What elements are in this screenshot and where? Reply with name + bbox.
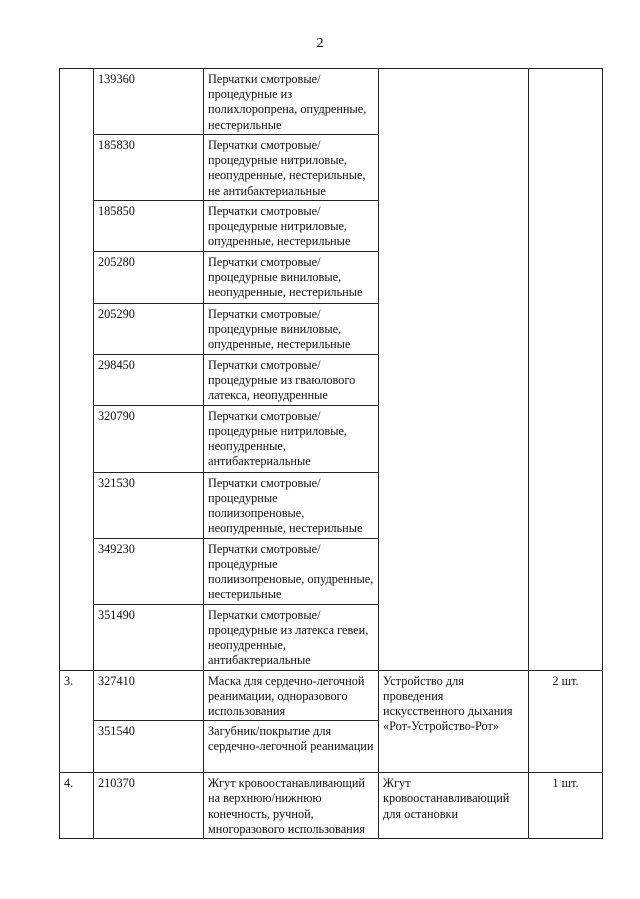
device-cell: Жгут кровоостанавливающий для остановки (379, 773, 529, 839)
code-cell: 298450 (94, 354, 204, 405)
name-cell: Перчатки смотровые/ процедурные полиизопреновые, опудренные, нестерильные (204, 538, 379, 604)
code-cell: 327410 (94, 670, 204, 721)
row-number-cell: 3. (60, 670, 94, 773)
code-cell: 210370 (94, 773, 204, 839)
table-row (60, 69, 603, 135)
name-cell: Перчатки смотровые/ процедурные виниловые, неопудренные, нестерильные (204, 251, 379, 303)
code-cell: 205290 (94, 303, 204, 354)
page-number: 2 (316, 36, 324, 51)
name-cell: Перчатки смотровые/ процедурные из гваюлового латекса, неопудренные (204, 354, 379, 405)
code-cell: 351490 (94, 604, 204, 670)
code-cell: 321530 (94, 472, 204, 538)
code-cell: 205280 (94, 251, 204, 303)
name-cell: Перчатки смотровые/ процедурные нитриловые, неопудренные, нестерильные, не антибактериальные (204, 135, 379, 201)
code-cell: 351540 (94, 721, 204, 773)
name-cell: Перчатки смотровые/ процедурные виниловые, опудренные, нестерильные (204, 303, 379, 354)
quantity-cell (529, 69, 603, 671)
name-cell: Жгут кровоостанавливающий на верхнюю/нижнюю конечность, ручной, многоразового использования (204, 773, 379, 839)
code-cell: 320790 (94, 405, 204, 472)
name-cell: Загубник/покрытие для сердечно-легочной реанимации (204, 721, 379, 773)
name-cell: Маска для сердечно-легочной реанимации, одноразового использования (204, 670, 379, 721)
device-cell (379, 69, 529, 671)
name-cell: Перчатки смотровые/ процедурные полиизопреновые, неопудренные, нестерильные (204, 472, 379, 538)
table-row (60, 773, 603, 839)
code-cell: 185830 (94, 135, 204, 201)
name-cell: Перчатки смотровые/ процедурные из полихлоропрена, опудренные, нестерильные (204, 69, 379, 135)
name-cell: Перчатки смотровые/ процедурные нитриловые, опудренные, нестерильные (204, 201, 379, 252)
equipment-table (59, 68, 603, 839)
row-number-cell: 4. (60, 773, 94, 839)
code-cell: 139360 (94, 69, 204, 135)
device-cell: Устройство для проведения искусственного дыхания «Рот-Устройство-Рот» (379, 670, 529, 773)
quantity-cell: 2 шт. (529, 670, 603, 773)
row-number-cell (60, 69, 94, 671)
code-cell: 185850 (94, 201, 204, 252)
name-cell: Перчатки смотровые/ процедурные нитриловые, неопудренные, антибактериальные (204, 405, 379, 472)
table-row (60, 670, 603, 721)
code-cell: 349230 (94, 538, 204, 604)
quantity-cell: 1 шт. (529, 773, 603, 839)
name-cell: Перчатки смотровые/ процедурные из латекса гевеи, неопудренные, антибактериальные (204, 604, 379, 670)
